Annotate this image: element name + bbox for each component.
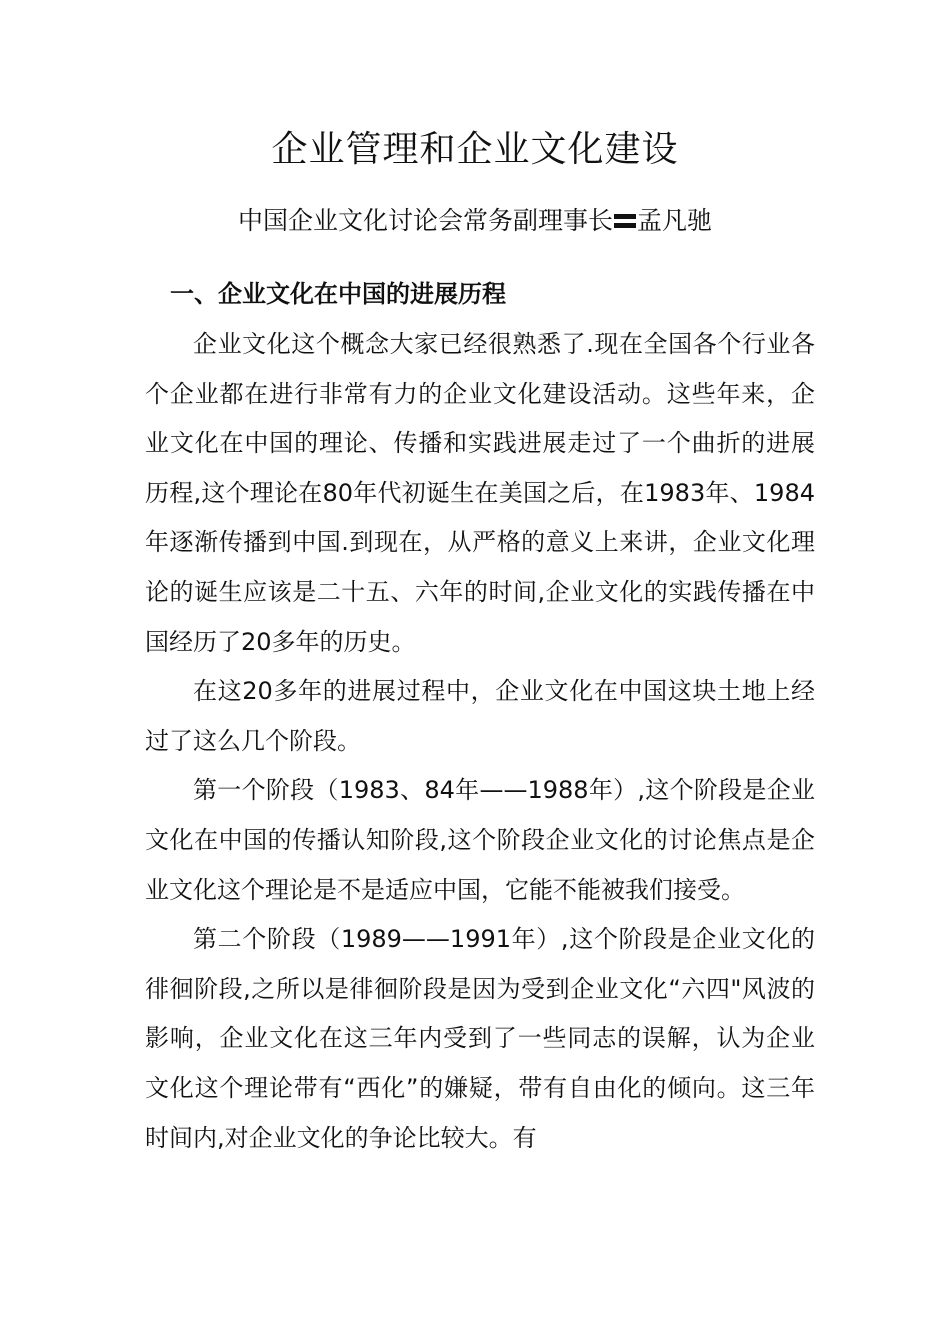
paragraph-3: 第一个阶段（1983、84年——1988年）,这个阶段是企业文化在中国的传播认知阶段,这个阶段企业文化的讨论焦点是企业文化这个理论是不是适应中国，它能不能被我们接受。 xyxy=(145,776,815,904)
paragraph-1: 企业文化这个概念大家已经很熟悉了.现在全国各个行业各个企业都在进行非常有力的企业文化建设活动。这些年来，企业文化在中国的理论、传播和实践进展走过了一个曲折的进展历程,这个理论在80年代初诞生在美国之后，在1983年、1984年逐渐传播到中国.到现在，从严格的意义上来讲，企业文化理论的诞生应该是二十五、六年的时间,企业文化的实践传播在中国经历了20多年的历史。 xyxy=(145,330,815,656)
paragraph-4: 第二个阶段（1989——1991年）,这个阶段是企业文化的徘徊阶段,之所以是徘徊阶段是因为受到企业文化“六四"风波的影响，企业文化在这三年内受到了一些同志的误解，认为企业文化这个理论带有“西化”的嫌疑，带有自由化的倾向。这三年时间内,对企业文化的争论比较大。有 xyxy=(145,925,815,1152)
section-heading: 一、企业文化在中国的进展历程 xyxy=(170,280,506,308)
author-position: 中国企业文化讨论会常务副理事长 xyxy=(237,206,613,235)
separator-mark xyxy=(614,214,636,228)
document-title: 企业管理和企业文化建设 xyxy=(271,129,679,170)
paragraph-2: 在这20多年的进展过程中，企业文化在中国这块土地上经过了这么几个阶段。 xyxy=(145,677,815,755)
author-line xyxy=(0,203,950,239)
body-text xyxy=(145,320,815,1163)
author-name: 孟凡驰 xyxy=(637,206,713,235)
